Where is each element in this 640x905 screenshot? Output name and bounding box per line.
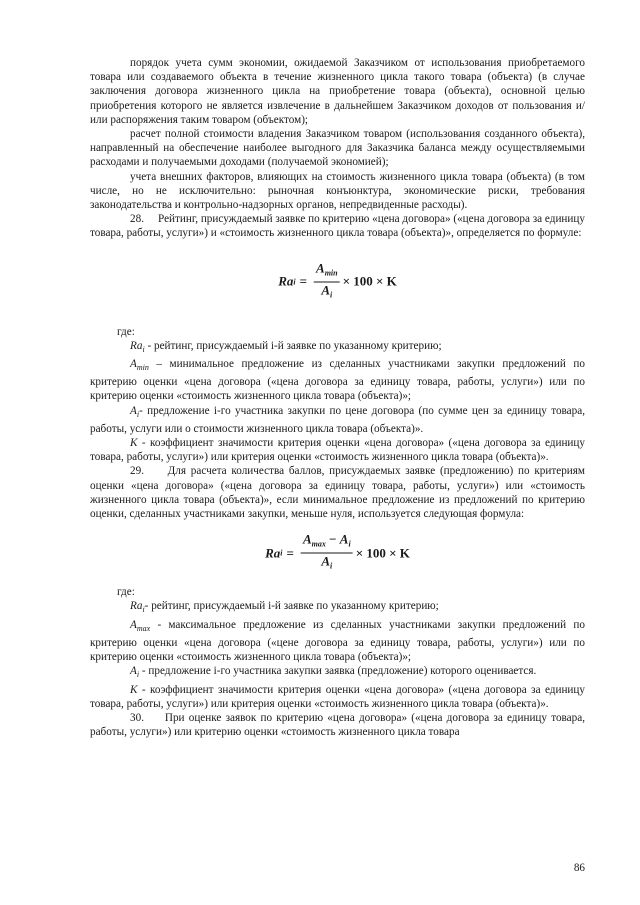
formula-rating-min: Ra i = $\frac{A_{min}}{A_i}$ × 100 × K	[90, 247, 585, 317]
formula-tail: × 100 × K	[342, 273, 397, 289]
definition-amax: $A_{max}$ - максимальное предложение из сделанных участниками закупки предложений по критерию оценки «цена договора («цене договора за единицу товара, работы, услуги») или по критерию оценки «стоимость жизненного цикла товара (объекта)»;	[90, 618, 585, 664]
document-page	[90, 56, 585, 739]
definition-ai-2: $A_i$ - предложение i-го участника закупки заявка (предложение) которого оценивается.	[130, 665, 537, 680]
formula-rating-max: Ra i = $\frac{A_{max} - A_i}{A_i}$ × 100 × K	[90, 521, 585, 585]
paragraph-29: 29. Для расчета количества баллов, присуждаемых заявке (предложению) по критериям оценки «цена договора» («цена договора за единицу товара, работы, услуги») или «стоимость жизненного цикла товара (объекта)», если минимальное предложение из предложений по критерию оценки, сделанных участниками закупки, меньше нуля, используется следующая формула:	[90, 465, 585, 521]
formula-fraction	[301, 533, 353, 574]
definition-k-2: К - коэффициент значимости критерия оценки «цена договора» («цена договора за единицу товара, работы, услуги») или критерия оценки «стоимость жизненного цикла товара (объекта)».	[90, 683, 585, 710]
page-number: 86	[573, 862, 585, 874]
paragraph-28: 28. Рейтинг, присуждаемый заявке по критерию «цена договора» («цена договора за единицу товара, работы, услуги») и «стоимость жизненного цикла товара (объекта)», определяется по формуле:	[90, 213, 585, 240]
paragraph-savings: порядок учета сумм экономии, ожидаемой Заказчиком от использования приобретаемого товара или создаваемого объекта в течение жизненного цикла такого товара (объекта) (в случае заключения договора жизненного цикла на приобретение товара (объекта), основной целью приобретения которого не является извлечение в дальнейшем Заказчиком доходов от пользования и/или распоряжения таким товаром (объектом);	[90, 57, 585, 126]
where-label-1: где:	[117, 325, 135, 338]
definition-k-1: К - коэффициент значимости критерия оценки «цена договора» («цена договора за единицу товара, работы, услуги») или критерия оценки «стоимость жизненного цикла товара (объекта)».	[90, 437, 585, 464]
definition-ai-1: $A_i-$ предложение i-го участника закупки по цене договора (по сумме цен за единицу товара, работы, услуги или о стоимости жизненного цикла товара (объекта)».	[90, 404, 585, 435]
where-label-2: где:	[117, 586, 135, 599]
formula-denominator: $A_i$	[321, 553, 333, 571]
formula-denominator: $A_i$	[321, 282, 333, 300]
definition-ra-1: $Ra_i$ - рейтинг, присуждаемый i-й заявке по указанному критерию;	[130, 339, 442, 354]
paragraph-30: 30. При оценке заявок по критерию «цена договора» («цена договора за единицу товара, работы, услуги») или критерию оценки «стоимость жизненного цикла товара	[90, 711, 585, 739]
formula-numerator: $A_{min}$	[314, 261, 340, 282]
definition-amin: $A_{min}$ – минимальное предложение из сделанных участниками закупки предложений по критерию оценки «цена договора («цена договора за единицу товара, работы, услуги») или по критерию оценки «стоимость жизненного цикла товара (объекта)»;	[90, 358, 585, 403]
formula-fraction	[314, 261, 340, 302]
paragraph-external-factors: учета внешних факторов, влияющих на стоимость жизненного цикла товара (объекта) (в том числе, но не исключительно: рыночная конъюнктура, экономические риски, требования законодательства и контрольно-надзорных органов, непредвиденные расходы).	[90, 170, 585, 212]
formula-lhs-sub: i	[293, 277, 296, 287]
paragraph-total-cost: расчет полной стоимости владения Заказчиком товаром (использования созданного объекта), направленный на обеспечение наиболее выгодного для Заказчика баланса между осуществляемыми расходами и получаемыми доходами (получаемой экономией);	[90, 128, 585, 169]
formula-numerator: $A_{max} - A_i$	[301, 533, 353, 554]
definition-ra-2: $Ra_i-$ рейтинг, присуждаемый i-й заявке по указанному критерию;	[130, 600, 439, 615]
formula-lhs: Ra	[278, 273, 294, 289]
